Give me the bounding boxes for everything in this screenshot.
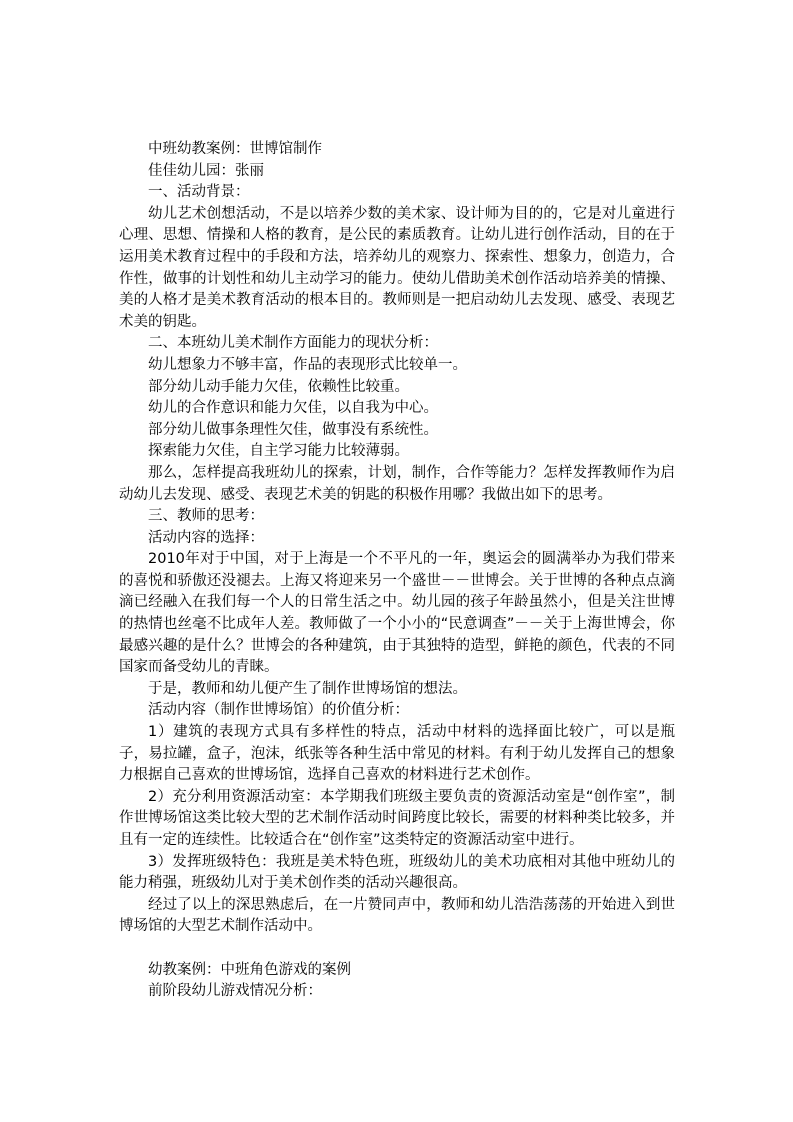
section-heading-thinking: 三、教师的思考： — [148, 508, 264, 525]
background-paragraph: 幼儿艺术创想活动，不是以培养少数的美术家、设计师为目的的，它是对儿童进行心理、思想、情操和人格的教育，是公民的素质教育。让幼儿进行创作活动，目的在于运用美术教育过程中的手段和方法，培养幼儿的观察力、探索性、想象力，创造力，合作性，做事的计划性和幼儿主动学习的能力。使幼儿借助美术创作活动培养美的情操、美的人格才是美术教育活动的根本目的。教师则是一把启动幼儿去发现、感受、表现艺术美的钥匙。 — [119, 205, 675, 330]
analysis-item: 幼儿想象力不够丰富，作品的表现形式比较单一。 — [148, 356, 467, 373]
value-analysis-heading: 活动内容（制作世博场馆）的价值分析： — [148, 702, 409, 719]
document-title: 中班幼教案例：世博馆制作 — [148, 141, 322, 157]
analysis-item: 部分幼儿做事条理性欠佳，做事没有系统性。 — [148, 421, 438, 438]
value-point-3: 3）发挥班级特色：我班是美术特色班，班级幼儿的美术功底相对其他中班幼儿的能力稍强，班级幼儿对于美术创作类的活动兴趣很高。 — [119, 853, 675, 892]
document-page — [119, 139, 675, 1003]
conclusion-paragraph: 经过了以上的深思熟虑后，在一片赞同声中，教师和幼儿浩浩荡荡的开始进入到世博场馆的大型艺术制作活动中。 — [119, 896, 675, 935]
value-point-2: 2）充分利用资源活动室：本学期我们班级主要负责的资源活动室是“创作室”，制作世博场馆这类比较大型的艺术制作活动时间跨度比较长，需要的材料种类比较多，并且有一定的连续性。比较适合在“创作室”这类特定的资源活动室中进行。 — [119, 788, 675, 848]
content-choice-heading: 活动内容的选择： — [148, 529, 264, 546]
document-author: 佳佳幼儿园：张丽 — [148, 162, 264, 179]
analysis-item: 幼儿的合作意识和能力欠佳，以自我为中心。 — [148, 400, 438, 417]
section-heading-background: 一、活动背景： — [148, 184, 250, 201]
value-point-1: 1）建筑的表现方式具有多样性的特点，活动中材料的选择面比较广，可以是瓶子，易拉罐，盒子，泡沫，纸张等各种生活中常见的材料。有利于幼儿发挥自己的想象力根据自己喜欢的世博场馆，选择自己喜欢的材料进行艺术创作。 — [119, 724, 675, 784]
analysis-item: 部分幼儿动手能力欠佳，依赖性比较重。 — [148, 378, 409, 395]
idea-line: 于是，教师和幼儿便产生了制作世博场馆的想法。 — [148, 680, 467, 697]
second-case-title: 幼教案例：中班角色游戏的案例 — [148, 961, 351, 978]
section-heading-analysis: 二、本班幼儿美术制作方面能力的现状分析： — [148, 335, 438, 352]
second-case-subheading: 前阶段幼儿游戏情况分析： — [148, 983, 322, 1000]
analysis-item: 探索能力欠佳，自主学习能力比较薄弱。 — [148, 443, 409, 460]
blank-line — [119, 938, 675, 960]
analysis-question-paragraph: 那么，怎样提高我班幼儿的探索，计划，制作，合作等能力？怎样发挥教师作为启动幼儿去发现、感受、表现艺术美的钥匙的积极作用哪？我做出如下的思考。 — [119, 464, 675, 503]
content-choice-paragraph: 2010年对于中国，对于上海是一个不平凡的一年，奥运会的圆满举办为我们带来的喜悦和骄傲还没褪去。上海又将迎来另一个盛世－－世博会。关于世博的各种点点滴滴已经融入在我们每一个人的日常生活之中。幼儿园的孩子年龄虽然小，但是关注世博的热情也丝毫不比成年人差。教师做了一个小小的“民意调查”－－关于上海世博会，你最感兴趣的是什么？世博会的各种建筑，由于其独特的造型，鲜艳的颜色，代表的不同国家而备受幼儿的青睐。 — [119, 551, 675, 676]
